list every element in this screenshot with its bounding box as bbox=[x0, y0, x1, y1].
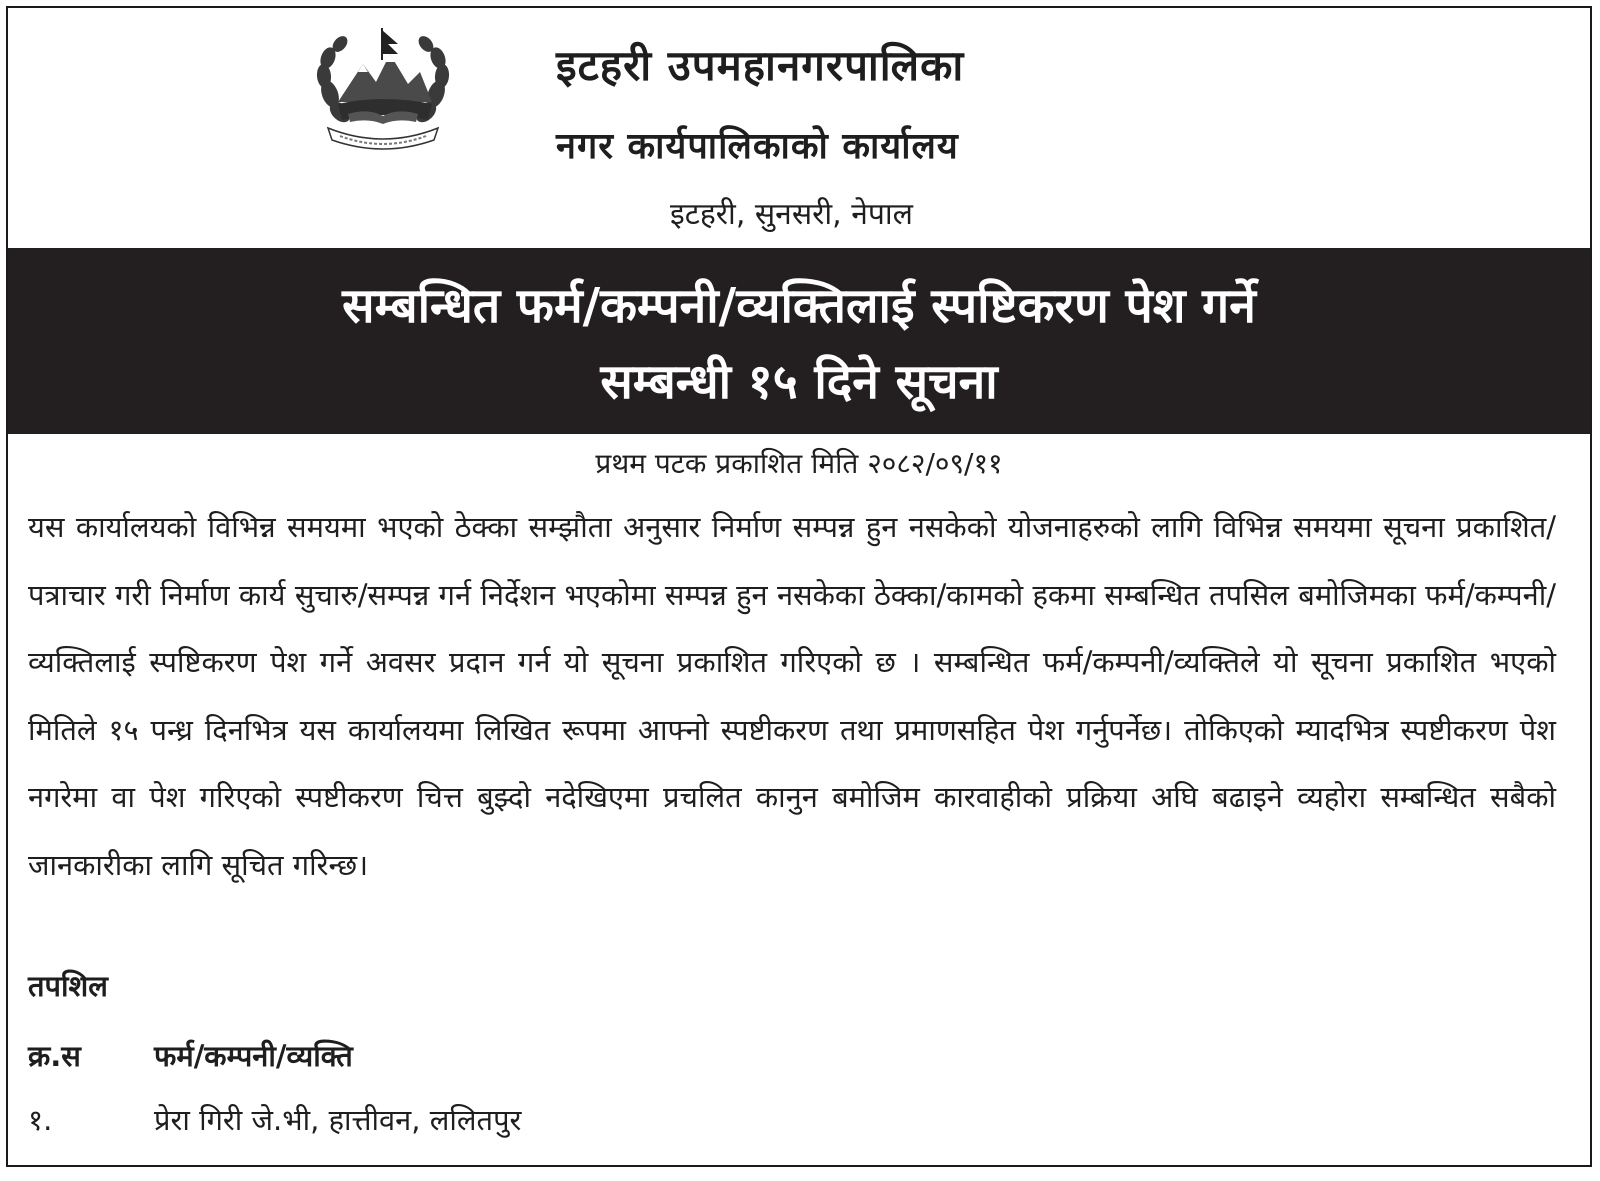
notice-title-banner bbox=[8, 248, 1590, 434]
notice-page bbox=[6, 6, 1592, 1167]
nepal-government-emblem-icon bbox=[308, 24, 458, 154]
notice-header bbox=[8, 8, 1590, 246]
notice-title-line-2: सम्बन्धी १५ दिने सूचना bbox=[600, 354, 998, 410]
schedule-label: तपशिल bbox=[28, 969, 108, 1003]
office-address: इटहरी, सुनसरी, नेपाल bbox=[670, 197, 914, 232]
row-firm-name: प्रेरा गिरी जे.भी, हात्तीवन, ललितपुर bbox=[154, 1103, 522, 1137]
notice-title-line-1: सम्बन्धित फर्म/कम्पनी/व्यक्तिलाई स्पष्टिकरण पेश गर्ने bbox=[342, 278, 1256, 334]
column-header-firm: फर्म/कम्पनी/व्यक्ति bbox=[154, 1039, 353, 1073]
notice-body: यस कार्यालयको विभिन्न समयमा भएको ठेक्का सम्झौता अनुसार निर्माण सम्पन्न हुन नसकेको योजनाहरुको लागि विभिन्न समयमा सूचना प्रकाशित/पत्राचार गरी निर्माण कार्य सुचारु/सम्पन्न गर्न निर्देशन भएकोमा सम्पन्न हुन नसकेका ठेक्का/कामको हकमा सम्बन्धित तपसिल बमोजिमका फर्म/कम्पनी/व्यक्तिलाई स्पष्टिकरण पेश गर्ने अवसर प्रदान गर्न यो सूचना प्रकाशित गरिएको छ । सम्बन्धित फर्म/कम्पनी/व्यक्तिले यो सूचना प्रकाशित भएको मितिले १५ पन्ध्र दिनभित्र यस कार्यालयमा लिखित रूपमा आफ्नो स्पष्टीकरण तथा प्रमाणसहित पेश गर्नुपर्नेछ। तोकिएको म्यादभित्र स्पष्टीकरण पेश नगरेमा वा पेश गरिएको स्पष्टीकरण चित्त बुझ्दो नदेखिएमा प्रचलित कानुन बमोजिम कारवाहीको प्रक्रिया अघि बढाइने व्यहोरा सम्बन्धित सबैको जानकारीका लागि सूचित गरिन्छ। bbox=[28, 510, 1556, 882]
column-header-serial: क्र.स bbox=[28, 1039, 81, 1073]
publication-date: प्रथम पटक प्रकाशित मिति २०८२/०९/११ bbox=[595, 447, 1003, 480]
org-name: इटहरी उपमहानगरपालिका bbox=[556, 41, 965, 90]
row-serial: १. bbox=[28, 1103, 53, 1137]
office-name: नगर कार्यपालिकाको कार्यालय bbox=[556, 126, 959, 167]
